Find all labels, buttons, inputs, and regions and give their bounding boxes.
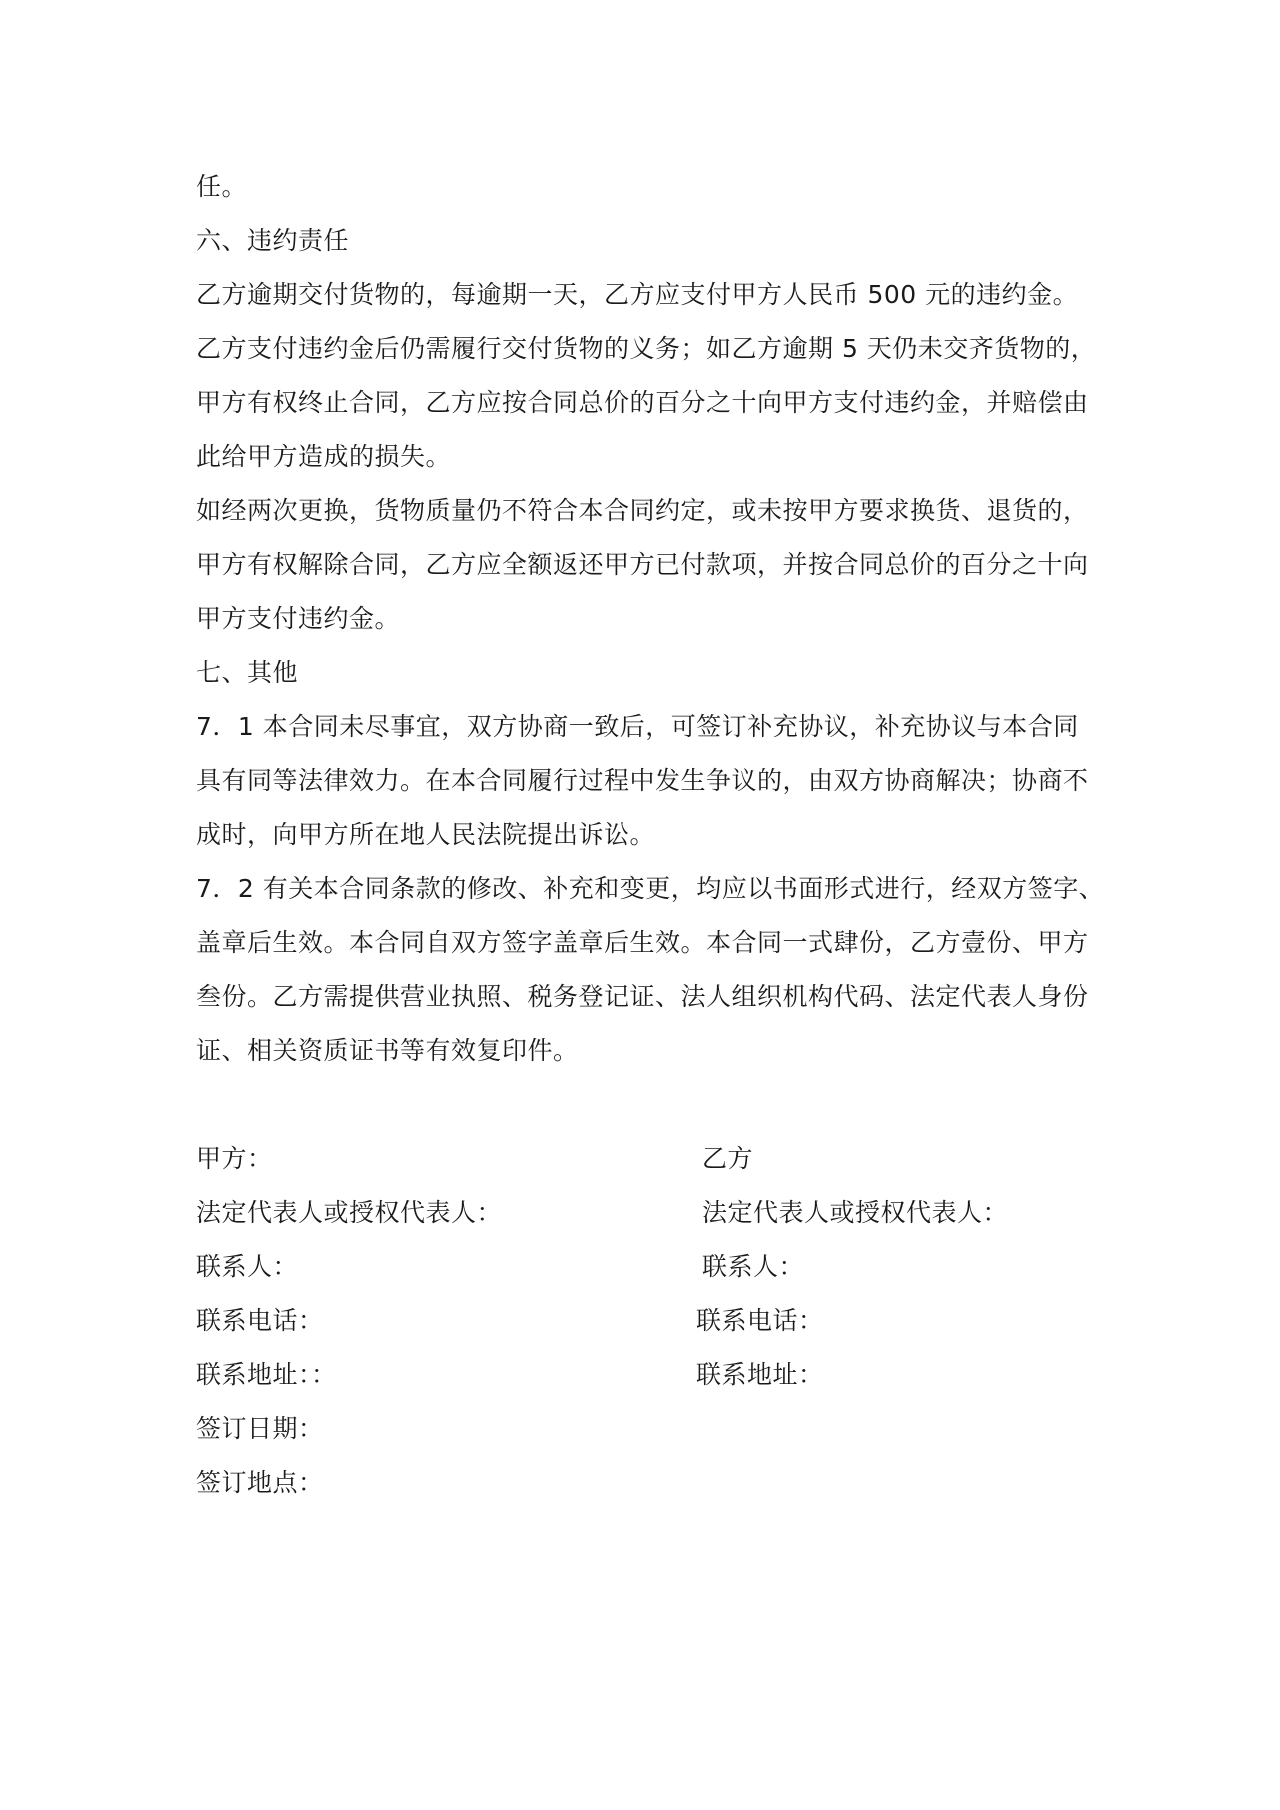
section-heading-breach: 六、违约责任 <box>196 226 350 255</box>
signature-row-contact <box>196 1240 1116 1294</box>
text-line: 叁份。乙方需提供营业执照、税务登记证、法人组织机构代码、法定代表人身份 <box>196 982 1089 1011</box>
party-b-phone-label: 联系电话： <box>696 1306 824 1335</box>
text-line: 任。 <box>196 172 248 201</box>
spacer <box>196 1078 1116 1132</box>
text-line: 成时，向甲方所在地人民法院提出诉讼。 <box>196 820 656 849</box>
party-a-contact-label: 联系人： <box>196 1252 299 1281</box>
text-line: 甲方有权终止合同，乙方应按合同总价的百分之十向甲方支付违约金，并赔偿由 <box>196 388 1089 417</box>
signing-date-label: 签订日期： <box>196 1414 324 1443</box>
text-line: 盖章后生效。本合同自双方签字盖章后生效。本合同一式肆份，乙方壹份、甲方 <box>196 928 1089 957</box>
text-line: 此给甲方造成的损失。 <box>196 442 452 471</box>
signature-row-representative <box>196 1186 1116 1240</box>
signature-row-phone <box>196 1294 1116 1348</box>
party-b-label: 乙方 <box>702 1144 754 1173</box>
party-a-label: 甲方： <box>196 1144 273 1173</box>
section-heading-other: 七、其他 <box>196 658 299 687</box>
text-line: 7．1 本合同未尽事宜，双方协商一致后，可签订补充协议，补充协议与本合同 <box>196 712 1079 741</box>
text-line: 7．2 有关本合同条款的修改、补充和变更，均应以书面形式进行，经双方签字、 <box>196 874 1105 903</box>
text-line: 甲方有权解除合同，乙方应全额返还甲方已付款项，并按合同总价的百分之十向 <box>196 550 1089 579</box>
text-line: 乙方逾期交付货物的，每逾期一天，乙方应支付甲方人民币 500 元的违约金。 <box>196 280 1079 309</box>
party-a-representative-label: 法定代表人或授权代表人： <box>196 1198 503 1227</box>
signature-row-place <box>196 1456 1116 1510</box>
party-a-phone-label: 联系电话： <box>196 1306 324 1335</box>
party-b-address-label: 联系地址： <box>696 1360 824 1389</box>
signature-row-party <box>196 1132 1116 1186</box>
party-a-address-label: 联系地址：： <box>196 1360 337 1389</box>
contract-body <box>196 160 1116 1510</box>
text-line: 甲方支付违约金。 <box>196 604 401 633</box>
signature-row-date <box>196 1402 1116 1456</box>
signature-row-address <box>196 1348 1116 1402</box>
signing-place-label: 签订地点： <box>196 1468 324 1497</box>
party-b-contact-label: 联系人： <box>702 1252 805 1281</box>
party-b-representative-label: 法定代表人或授权代表人： <box>702 1198 1009 1227</box>
text-line: 乙方支付违约金后仍需履行交付货物的义务；如乙方逾期 5 天仍未交齐货物的， <box>196 334 1097 363</box>
text-line: 证、相关资质证书等有效复印件。 <box>196 1036 579 1065</box>
text-line: 具有同等法律效力。在本合同履行过程中发生争议的，由双方协商解决；协商不 <box>196 766 1089 795</box>
text-line: 如经两次更换，货物质量仍不符合本合同约定，或未按甲方要求换货、退货的， <box>196 496 1089 525</box>
